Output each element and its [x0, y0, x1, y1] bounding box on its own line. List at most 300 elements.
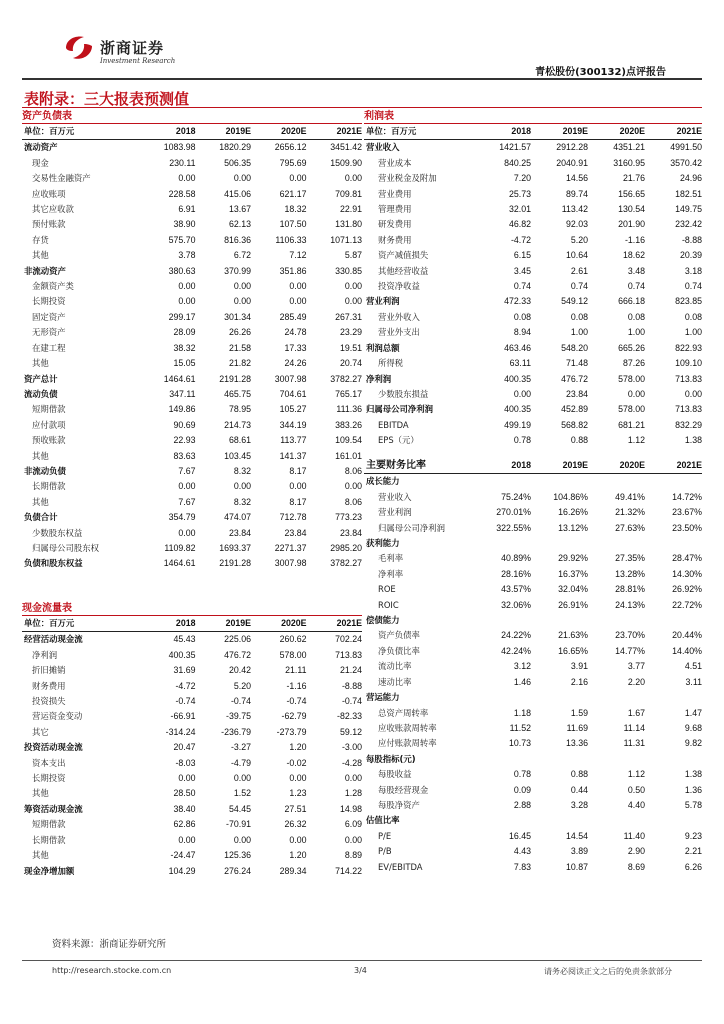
row-label: ROIC	[378, 599, 399, 610]
row-value: 452.89	[561, 404, 588, 415]
row-label: 成长能力	[366, 476, 400, 487]
row-value: 10.64	[565, 250, 588, 261]
table-row	[364, 325, 702, 340]
row-value	[474, 536, 531, 551]
row-value: 0.00	[233, 173, 251, 184]
row-value: 0.00	[513, 388, 531, 399]
row-label: 短期借款	[32, 819, 66, 830]
row-value: 87.26	[622, 358, 645, 369]
row-value: 75.24%	[501, 491, 531, 502]
row-value: 13.36	[565, 738, 588, 749]
row-value: 11.40	[623, 830, 645, 841]
column-header-year: 2019E	[196, 616, 252, 632]
row-value: 4.51	[684, 661, 702, 672]
column-header-year: 2020E	[251, 124, 307, 140]
row-value: 3.12	[513, 661, 531, 672]
row-value: 3451.42	[330, 142, 362, 153]
row-value: 704.61	[279, 388, 307, 399]
row-value: 0.88	[570, 435, 588, 446]
row-value: 714.22	[335, 865, 362, 876]
row-value: 15.05	[173, 358, 196, 369]
row-value: 228.58	[168, 188, 196, 199]
row-value: 3160.95	[613, 157, 645, 168]
row-label: 净利润	[32, 649, 58, 660]
table-row	[22, 140, 362, 156]
row-label: 投资净收益	[378, 281, 420, 292]
table-row	[364, 798, 702, 813]
row-value: 0.08	[684, 311, 702, 322]
table-row	[364, 767, 702, 782]
row-value: -4.28	[341, 757, 362, 768]
row-value: 21.32%	[615, 507, 645, 518]
row-value: 0.78	[513, 435, 531, 446]
row-value: 5.78	[684, 799, 702, 810]
row-value: 1.47	[684, 707, 702, 718]
row-value: 182.51	[675, 188, 702, 199]
row-value: 20.39	[679, 250, 702, 261]
page-title: 表附录：三大报表预测值	[24, 90, 190, 108]
row-value: 59.12	[339, 726, 362, 737]
row-value: 702.24	[335, 634, 362, 645]
row-value: 9.82	[684, 738, 702, 749]
row-value: -0.74	[341, 696, 362, 707]
row-value: 0.44	[570, 784, 588, 795]
row-value: 0.00	[178, 281, 196, 292]
row-value: 20.74	[339, 358, 362, 369]
table-row	[364, 490, 702, 505]
table-header-row	[364, 458, 702, 474]
table-row	[364, 721, 702, 736]
column-header-label: 主要财务比率	[364, 458, 474, 474]
footer-url[interactable]: http://research.stocke.com.cn	[52, 966, 172, 975]
row-value: 90.69	[173, 419, 196, 430]
row-value: 92.03	[565, 219, 588, 230]
table-row	[22, 495, 362, 510]
row-value	[474, 690, 531, 705]
row-label: 流动比率	[378, 661, 412, 672]
row-label: 金额资产类	[32, 281, 74, 292]
column-header-label: 单位：百万元	[22, 124, 140, 140]
column-header-year: 2020E	[588, 124, 645, 140]
table-row	[22, 709, 362, 724]
row-value: 0.78	[513, 769, 531, 780]
table-row	[22, 202, 362, 217]
row-value: 23.50%	[672, 522, 702, 533]
row-label: ROE	[378, 584, 396, 595]
row-label: 现金	[32, 157, 49, 168]
row-value: 289.34	[279, 865, 307, 876]
row-value: 506.35	[224, 157, 251, 168]
row-value: 21.24	[339, 665, 362, 676]
row-value: 299.17	[168, 311, 196, 322]
row-value: 68.61	[228, 435, 251, 446]
row-value: 7.67	[178, 496, 196, 507]
row-value	[474, 474, 531, 490]
row-value: 1.12	[627, 435, 645, 446]
row-label: 毛利率	[378, 553, 404, 564]
row-value: 1.00	[570, 327, 588, 338]
row-value: 156.65	[618, 188, 645, 199]
row-value: 4991.50	[670, 142, 702, 153]
row-value: 28.81%	[615, 584, 645, 595]
cash-flow-section	[22, 602, 362, 879]
row-value: 13.12%	[558, 522, 588, 533]
table-row	[22, 864, 362, 879]
row-value: 225.06	[224, 634, 251, 645]
row-label: 估值比率	[366, 815, 400, 826]
column-header-year: 2021E	[307, 124, 363, 140]
row-label: 其它	[32, 726, 49, 737]
row-value: 230.11	[169, 157, 196, 168]
row-value: 681.21	[618, 419, 645, 430]
table-row	[364, 613, 702, 628]
row-value: 22.72%	[672, 599, 702, 610]
row-value: 214.73	[224, 419, 251, 430]
row-value: 130.54	[618, 204, 645, 215]
row-value	[531, 536, 588, 551]
row-value: 38.32	[173, 342, 196, 353]
table-row	[22, 187, 362, 202]
row-value: 549.12	[561, 296, 588, 307]
row-value: 370.99	[224, 265, 251, 276]
row-value: 27.63%	[615, 522, 645, 533]
row-label: 无形资产	[32, 327, 66, 338]
row-value: 0.74	[684, 281, 702, 292]
row-value: 2.88	[513, 799, 531, 810]
row-value: 27.51	[284, 803, 307, 814]
row-value: 14.40%	[672, 645, 702, 656]
row-value: -4.72	[510, 234, 531, 245]
row-label: 其他	[32, 788, 49, 799]
column-header-year: 2019E	[196, 124, 252, 140]
row-value: 400.35	[504, 404, 531, 415]
row-label: 筹资活动现金流	[24, 803, 83, 814]
row-value: 380.63	[168, 265, 196, 276]
row-value: 713.83	[335, 649, 362, 660]
row-value: 0.00	[627, 388, 645, 399]
column-header-year: 2019E	[531, 458, 588, 474]
column-header-year: 2019E	[531, 124, 588, 140]
row-value: 383.26	[335, 419, 362, 430]
row-value: 1.28	[344, 788, 362, 799]
row-label: 投资活动现金流	[24, 742, 83, 753]
row-value: -3.27	[230, 742, 251, 753]
row-value: 840.25	[504, 157, 531, 168]
table-row	[364, 341, 702, 356]
row-value: 712.78	[279, 512, 307, 523]
table-row	[364, 598, 702, 613]
brand-subtitle: Investment Research	[100, 57, 176, 65]
brand-name: 浙商证券	[100, 39, 165, 57]
row-value: 1071.13	[330, 234, 362, 245]
row-label: 每股经营现金	[378, 784, 429, 795]
row-label: 在建工程	[32, 342, 66, 353]
row-value: 1.59	[570, 707, 588, 718]
row-value: 0.00	[289, 834, 307, 845]
row-label: 归属母公司净利润	[378, 522, 445, 533]
row-label: 研发费用	[378, 219, 412, 230]
row-value: 232.42	[675, 219, 702, 230]
row-value: 63.11	[509, 358, 531, 369]
row-label: 长期投资	[32, 296, 66, 307]
table-row	[22, 279, 362, 294]
row-value: 8.69	[627, 861, 645, 872]
cash-flow-table	[22, 616, 362, 879]
row-value: 578.00	[618, 373, 645, 384]
row-value: 28.16%	[501, 568, 531, 579]
table-row	[364, 202, 702, 217]
row-value: 7.12	[289, 250, 307, 261]
table-header-row	[22, 124, 362, 140]
row-label: 应付账款周转率	[378, 738, 437, 749]
table-row	[364, 387, 702, 402]
table-row	[364, 474, 702, 490]
row-value: 6.15	[513, 250, 531, 261]
row-value: 18.32	[284, 204, 307, 215]
row-label: 其他	[32, 450, 49, 461]
row-value: 3007.98	[274, 373, 307, 384]
row-value: 765.17	[335, 388, 362, 399]
row-value: 0.00	[289, 281, 307, 292]
row-label: 净负债比率	[378, 645, 420, 656]
row-value: -66.91	[170, 711, 196, 722]
row-value: 2040.91	[556, 157, 588, 168]
table-row	[364, 521, 702, 536]
row-value: -236.79	[221, 726, 251, 737]
row-value: 1109.82	[164, 542, 196, 553]
column-header-year: 2018	[140, 124, 196, 140]
row-value	[531, 752, 588, 767]
table-row	[22, 402, 362, 417]
row-value: 1.20	[289, 850, 307, 861]
row-value: 23.29	[339, 327, 362, 338]
row-value: 575.70	[168, 234, 196, 245]
row-value: 822.93	[675, 342, 702, 353]
row-value: 62.13	[228, 219, 251, 230]
row-value: 21.76	[622, 173, 645, 184]
row-value	[474, 613, 531, 628]
row-value: 5.20	[570, 234, 588, 245]
row-value: 0.00	[233, 296, 251, 307]
row-value: 22.93	[173, 435, 196, 446]
row-value: 1509.90	[330, 157, 362, 168]
row-value: 104.29	[168, 865, 196, 876]
row-value: 499.19	[504, 419, 531, 430]
row-value: 0.00	[289, 481, 307, 492]
table-row	[22, 356, 362, 371]
row-value: 21.58	[228, 342, 251, 353]
row-label: EPS（元）	[378, 435, 419, 446]
row-label: 投资损失	[32, 696, 66, 707]
row-label: 资产总计	[24, 373, 58, 384]
row-value: 0.00	[344, 481, 362, 492]
row-value: 0.00	[178, 173, 196, 184]
balance-sheet-title: 资产负债表	[22, 110, 362, 124]
row-value	[588, 613, 645, 628]
row-value: 0.00	[178, 296, 196, 307]
row-label: 其他	[32, 250, 49, 261]
row-value: 6.26	[684, 861, 702, 872]
row-value: 0.00	[233, 481, 251, 492]
row-value: 713.83	[675, 373, 702, 384]
row-label: 经营活动现金流	[24, 634, 83, 645]
row-value: 330.85	[335, 265, 362, 276]
column-header-year: 2021E	[645, 458, 702, 474]
row-value: 8.06	[344, 496, 362, 507]
table-row	[364, 418, 702, 433]
row-label: 资产减值损失	[378, 250, 429, 261]
row-value: -39.75	[226, 711, 251, 722]
row-value: 0.00	[344, 296, 362, 307]
row-label: EV/EBITDA	[378, 861, 423, 872]
row-value: 2191.28	[219, 558, 251, 569]
row-value: 0.00	[344, 173, 362, 184]
row-value: 11.52	[509, 722, 531, 733]
column-header-year: 2020E	[251, 616, 307, 632]
table-row	[364, 356, 702, 371]
row-label: 长期借款	[32, 834, 66, 845]
row-value: 14.98	[339, 803, 362, 814]
table-row	[22, 648, 362, 663]
row-value: 109.10	[675, 358, 702, 369]
row-label: 总资产周转率	[378, 707, 429, 718]
row-value: 1.23	[289, 788, 307, 799]
row-value: 816.36	[224, 234, 251, 245]
row-value: 0.00	[289, 773, 307, 784]
table-row	[22, 479, 362, 494]
row-value: -82.33	[337, 711, 362, 722]
row-value: 16.26%	[558, 507, 588, 518]
row-value: 149.86	[168, 404, 196, 415]
row-value: 89.74	[565, 188, 588, 199]
row-value: 201.90	[618, 219, 645, 230]
table-row	[22, 833, 362, 848]
table-row	[364, 536, 702, 551]
table-row	[364, 582, 702, 597]
row-value: 0.88	[570, 769, 588, 780]
row-label: 营业外支出	[378, 327, 420, 338]
row-value: 13.28%	[615, 568, 645, 579]
row-value: 0.00	[178, 481, 196, 492]
row-label: 短期借款	[32, 404, 66, 415]
row-value: 795.69	[279, 157, 307, 168]
ratios-table	[364, 458, 702, 875]
row-label: 资本支出	[32, 757, 66, 768]
table-row	[364, 279, 702, 294]
table-row	[22, 156, 362, 171]
row-value: 322.55%	[496, 522, 531, 533]
row-value: 472.33	[504, 296, 531, 307]
row-value: -8.88	[681, 234, 702, 245]
row-value: 267.31	[335, 311, 362, 322]
table-row	[364, 217, 702, 232]
row-value: 4351.21	[613, 142, 645, 153]
title-divider	[22, 107, 702, 108]
table-row	[364, 844, 702, 859]
row-value: 13.67	[228, 204, 251, 215]
table-row	[22, 756, 362, 771]
row-value: 347.11	[169, 388, 196, 399]
row-value: 1106.33	[275, 234, 307, 245]
row-value: -0.02	[286, 757, 307, 768]
row-label: EBITDA	[378, 419, 409, 430]
row-value: 0.00	[233, 773, 251, 784]
table-row	[22, 526, 362, 541]
ratios-section	[364, 458, 702, 875]
row-value: 6.72	[233, 250, 251, 261]
column-header-year: 2018	[474, 458, 531, 474]
row-value: 83.63	[173, 450, 196, 461]
row-value: 3.77	[627, 661, 645, 672]
row-label: 长期借款	[32, 481, 66, 492]
row-value: -4.72	[175, 680, 196, 691]
row-value: 3782.27	[330, 558, 362, 569]
row-label: 所得税	[378, 358, 404, 369]
row-value: 351.86	[279, 265, 307, 276]
row-value: 10.87	[565, 861, 588, 872]
row-value: 0.00	[344, 834, 362, 845]
row-value: 0.08	[570, 311, 588, 322]
row-value: -70.91	[226, 819, 251, 830]
row-value	[474, 813, 531, 828]
table-row	[364, 505, 702, 520]
table-row	[22, 171, 362, 186]
row-label: 净利润	[366, 373, 392, 384]
row-value: 111.36	[336, 404, 362, 415]
row-value	[588, 536, 645, 551]
row-value: 6.09	[344, 819, 362, 830]
row-label: 其它应收款	[32, 204, 74, 215]
row-value: 45.43	[173, 634, 196, 645]
row-label: 财务费用	[378, 234, 412, 245]
row-value: 709.81	[335, 188, 362, 199]
row-value: 40.89%	[501, 553, 531, 564]
row-value: 3.89	[570, 846, 588, 857]
row-value: 20.42	[228, 665, 251, 676]
row-value	[531, 690, 588, 705]
table-row	[364, 706, 702, 721]
row-value: 11.14	[623, 722, 645, 733]
table-row	[364, 171, 702, 186]
row-label: 固定资产	[32, 311, 66, 322]
row-value: 0.08	[627, 311, 645, 322]
table-row	[364, 233, 702, 248]
row-value: 3.48	[627, 265, 645, 276]
row-label: 偿债能力	[366, 615, 400, 626]
row-value: 28.50	[173, 788, 196, 799]
row-value: 578.00	[279, 649, 307, 660]
row-label: P/E	[378, 830, 392, 841]
row-value: 3.11	[685, 676, 702, 687]
row-value: 2.90	[627, 846, 645, 857]
table-row	[22, 387, 362, 402]
row-label: P/B	[378, 846, 392, 857]
row-label: 长期投资	[32, 773, 66, 784]
row-value: 20.47	[173, 742, 196, 753]
table-row	[364, 310, 702, 325]
row-label: 财务费用	[32, 680, 66, 691]
table-row	[364, 690, 702, 705]
row-value: 1820.29	[219, 142, 251, 153]
row-value: 0.00	[178, 527, 196, 538]
row-value: 131.80	[335, 219, 362, 230]
row-value: 14.56	[565, 173, 588, 184]
row-value: 666.18	[618, 296, 645, 307]
row-value	[645, 536, 702, 551]
table-row	[22, 310, 362, 325]
footer-disclaimer: 请务必阅读正文之后的免责条款部分	[544, 967, 672, 976]
table-row	[22, 771, 362, 786]
